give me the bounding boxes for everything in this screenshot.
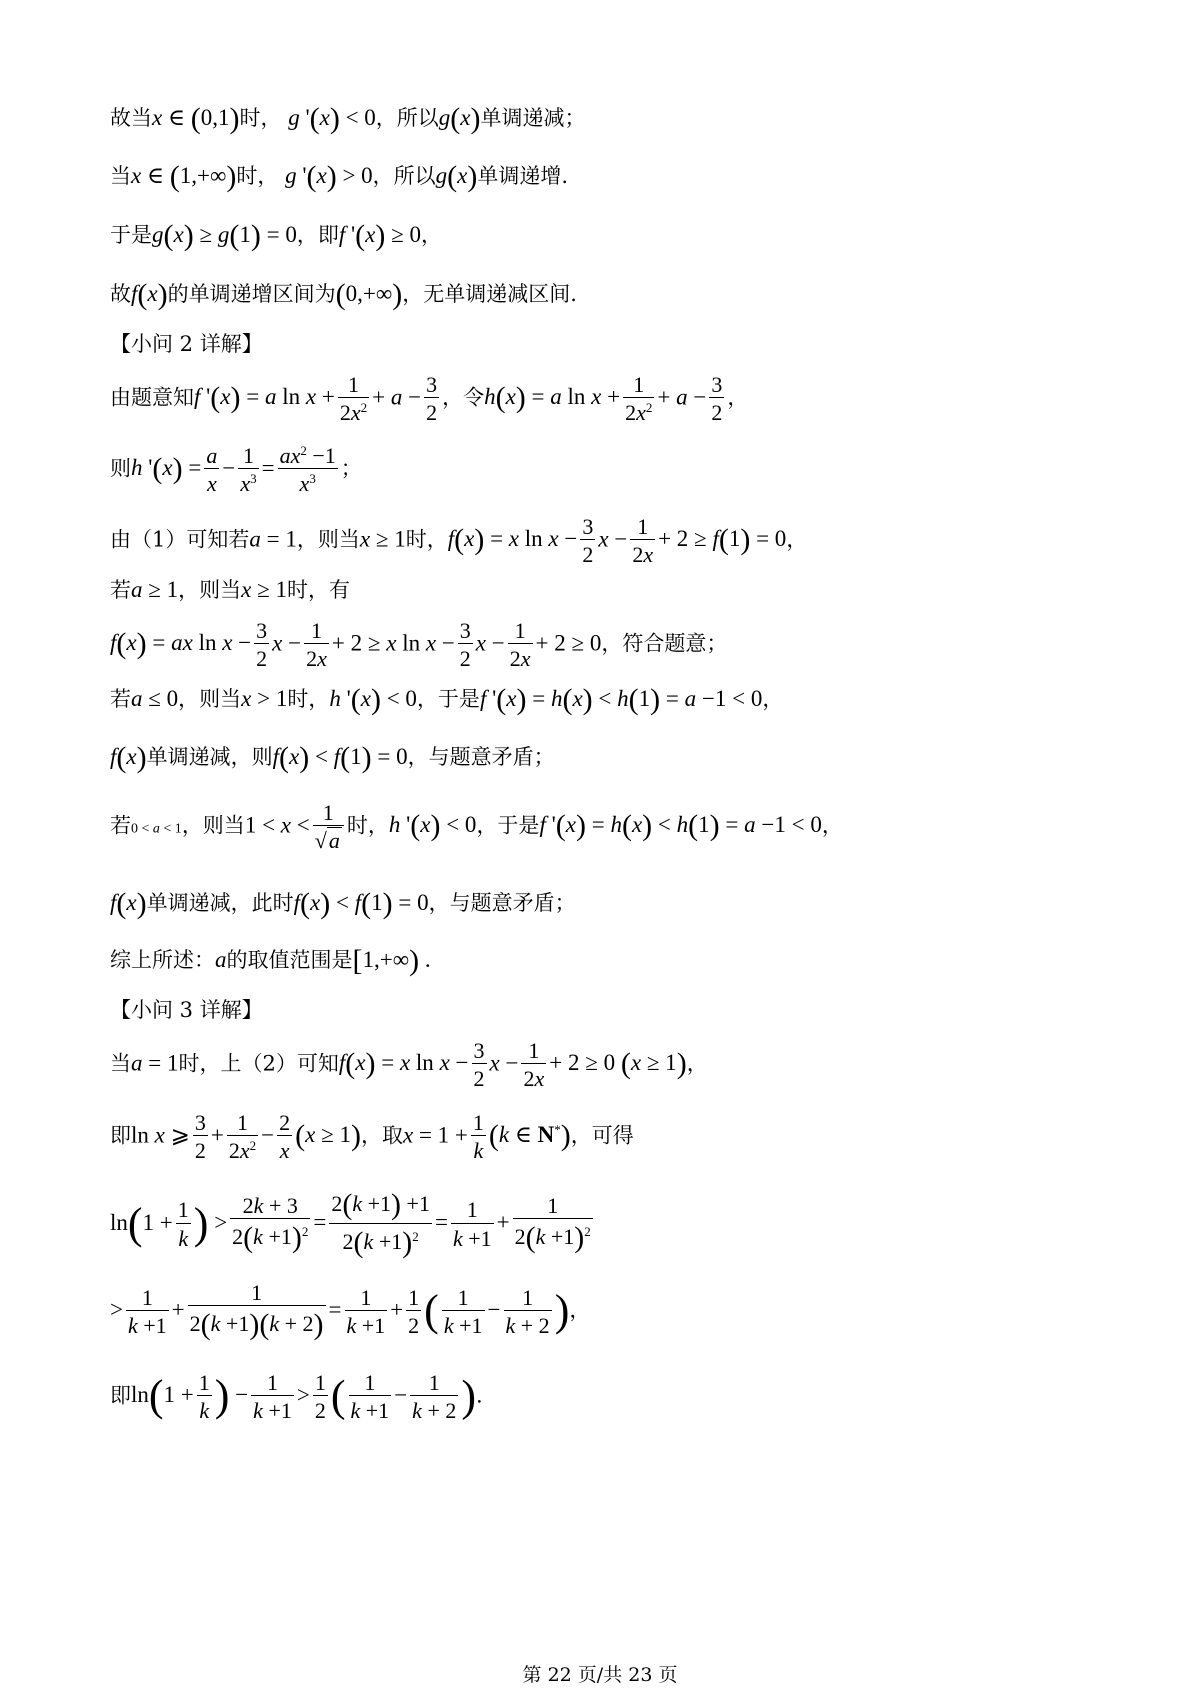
text-fragment: ，取 <box>360 1123 403 1148</box>
text-line-contradiction-1: f(x)单调递减，则f(x) < f(1) = 0，与题意矛盾； <box>110 741 555 774</box>
text-fragment: 单调递减； <box>480 106 586 130</box>
text-fragment: ，令 <box>442 385 485 410</box>
text-fragment: 当 <box>110 1051 131 1076</box>
text-fragment: ，可得 <box>570 1123 634 1148</box>
text-fragment: ； <box>340 456 362 481</box>
text-fragment: ， <box>762 687 784 711</box>
text-fragment: 则 <box>110 456 131 481</box>
text-line-from-part1: 由（1）可知若a = 1，则当x ≥ 1时，f(x) = x ln x − $\frac{3}{2}$ x − $\frac{1}{2x}$ + 2 ≥ f(1) = 0， <box>110 514 808 568</box>
text-line-2: 当x ∈ (1,+∞)时， g '(x) > 0，所以g(x)单调递增. <box>110 160 569 193</box>
text-fragment: 时， <box>239 106 282 130</box>
text-line-final: 即ln(1 + $\frac{1}{k}$ ) − $\frac{1}{k +1}$ > $\frac{1}{2}$ ( $\frac{1}{k +1}$ − $\frac{1}{k + 2}$ ). <box>110 1370 483 1424</box>
text-fragment: 时，有 <box>286 578 350 602</box>
section-heading-q2: 【小问 2 详解】 <box>110 332 263 356</box>
text-fragment: . <box>476 1383 483 1408</box>
text-line-ln-expansion: ln(1 + $\frac{1}{k}$ ) > $\frac{2k + 3}{2(k +1)^2}$ = $\frac{2(k +1) +1}{2(k +1)^2}$ = $\frac{1}{k +1}$ + $\frac{1}{2(k +1)^2}$ <box>110 1188 591 1259</box>
text-fragment: 单调递减，此时 <box>146 891 294 915</box>
page-footer: 第 22 页/共 23 页 <box>522 1664 678 1686</box>
text-fragment: ，所以 <box>375 106 439 130</box>
text-fragment: ，则当 <box>178 687 242 711</box>
text-line-a-eq-1: 当a = 1时，上（2）可知f(x) = x ln x − $\frac{3}{2}$ x − $\frac{1}{2x}$ + 2 ≥ 0 (x ≥ 1)， <box>110 1038 708 1092</box>
text-line-hprime: 则h '(x) = $\frac{a}{x}$ − $\frac{1}{x^3}$ = $\frac{ax^2 -1}{x^3}$ ； <box>110 443 362 497</box>
text-fragment: 的取值范围是 <box>226 948 353 972</box>
text-fragment: 单调递减，则 <box>146 745 273 769</box>
text-fragment: ， <box>727 385 749 410</box>
text-line-telescoping: > $\frac{1}{k +1}$ + $\frac{1}{2(k +1)(k + 2)}$ = $\frac{1}{k +1}$ + $\frac{1}{2}$ ( $\frac{1}{k +1}$ − $\frac{1}{k + 2}$ )， <box>110 1280 591 1342</box>
text-line-case-a-le-0: 若a ≤ 0，则当x > 1时，h '(x) < 0，于是f '(x) = h(x) < h(1) = a −1 < 0， <box>110 683 784 716</box>
text-fragment: 综上所述： <box>110 948 215 972</box>
text-fragment: 由（1）可知若 <box>110 527 250 552</box>
text-fragment: ，无单调递减区间. <box>402 282 577 306</box>
text-fragment: ，于是 <box>416 687 480 711</box>
text-line-1: 故当x ∈ (0,1)时， g '(x) < 0，所以g(x)单调递减； <box>110 102 586 135</box>
text-fragment: ，则当 <box>181 813 245 838</box>
text-fragment: 即 <box>110 1383 131 1408</box>
text-line-case-a-between: 若0 < a < 1，则当1 < x < $\frac{1}{√a}$ 时，h '(x) < 0，于是f '(x) = h(x) < h(1) = a −1 < 0， <box>110 800 843 854</box>
text-fragment: 时，上（2）可知 <box>178 1051 339 1076</box>
text-fragment: ，即 <box>296 223 339 247</box>
text-line-contradiction-2: f(x)单调递减，此时f(x) < f(1) = 0，与题意矛盾； <box>110 887 576 920</box>
text-fragment: 于是 <box>110 223 152 247</box>
text-fragment: ， <box>821 813 843 838</box>
text-fragment: 时， <box>287 687 330 711</box>
text-fragment: ，与题意矛盾； <box>428 891 576 915</box>
text-fragment: 若 <box>110 813 131 838</box>
text-fragment: ，则当 <box>178 578 242 602</box>
text-fragment: 时， <box>405 527 448 552</box>
text-fragment: ， <box>686 1051 708 1076</box>
text-fragment: ，与题意矛盾； <box>407 745 555 769</box>
text-fragment: 故当 <box>110 106 152 130</box>
text-line-conclusion: 综上所述：a的取值范围是[1,+∞) . <box>110 944 431 977</box>
section-heading-q3: 【小问 3 详解】 <box>110 998 263 1022</box>
text-fragment: 即 <box>110 1123 131 1148</box>
text-fragment: 单调递增. <box>477 164 569 188</box>
text-fragment: ，所以 <box>372 164 436 188</box>
text-line-4: 故f(x)的单调递增区间为(0,+∞)，无单调递减区间. <box>110 278 577 311</box>
text-fragment: ， <box>569 1297 591 1322</box>
text-fragment: 当 <box>110 164 131 188</box>
text-fragment: ，则当 <box>296 527 360 552</box>
text-line-f-ax: f(x) = ax ln x − $\frac{3}{2}$ x − $\frac{1}{2x}$ + 2 ≥ x ln x − $\frac{3}{2}$ x − $\frac{1}{2x}$ + 2 ≥ 0，符合题意； <box>110 618 728 672</box>
text-line-fprime: 由题意知f '(x) = a ln x + $\frac{1}{2x^2}$ + a − $\frac{3}{2}$ ，令h(x) = a ln x + $\frac{1}{2x^2}$ + a − $\frac{3}{2}$ ， <box>110 372 749 426</box>
text-fragment: 若 <box>110 578 131 602</box>
text-fragment: ， <box>786 527 808 552</box>
text-fragment: 时， <box>236 164 279 188</box>
text-line-ln-inequality: 即ln x ⩾ $\frac{3}{2}$ + $\frac{1}{2x^2}$ − $\frac{2}{x}$ (x ≥ 1)，取x = 1 + $\frac{1}{k}$ (k ∈ N*)，可得 <box>110 1110 634 1164</box>
text-fragment: ，符合题意； <box>601 631 728 656</box>
text-line-3: 于是g(x) ≥ g(1) = 0，即f '(x) ≥ 0， <box>110 219 442 252</box>
text-fragment: 的单调递增区间为 <box>167 282 336 306</box>
text-fragment: 若 <box>110 687 131 711</box>
text-line-case-a-ge-1: 若a ≥ 1，则当x ≥ 1时，有 <box>110 577 350 602</box>
text-fragment: 时， <box>346 813 389 838</box>
text-fragment: ， <box>420 223 442 247</box>
text-fragment: 故 <box>110 282 131 306</box>
text-fragment: ，于是 <box>476 813 540 838</box>
text-fragment: 由题意知 <box>110 385 194 410</box>
